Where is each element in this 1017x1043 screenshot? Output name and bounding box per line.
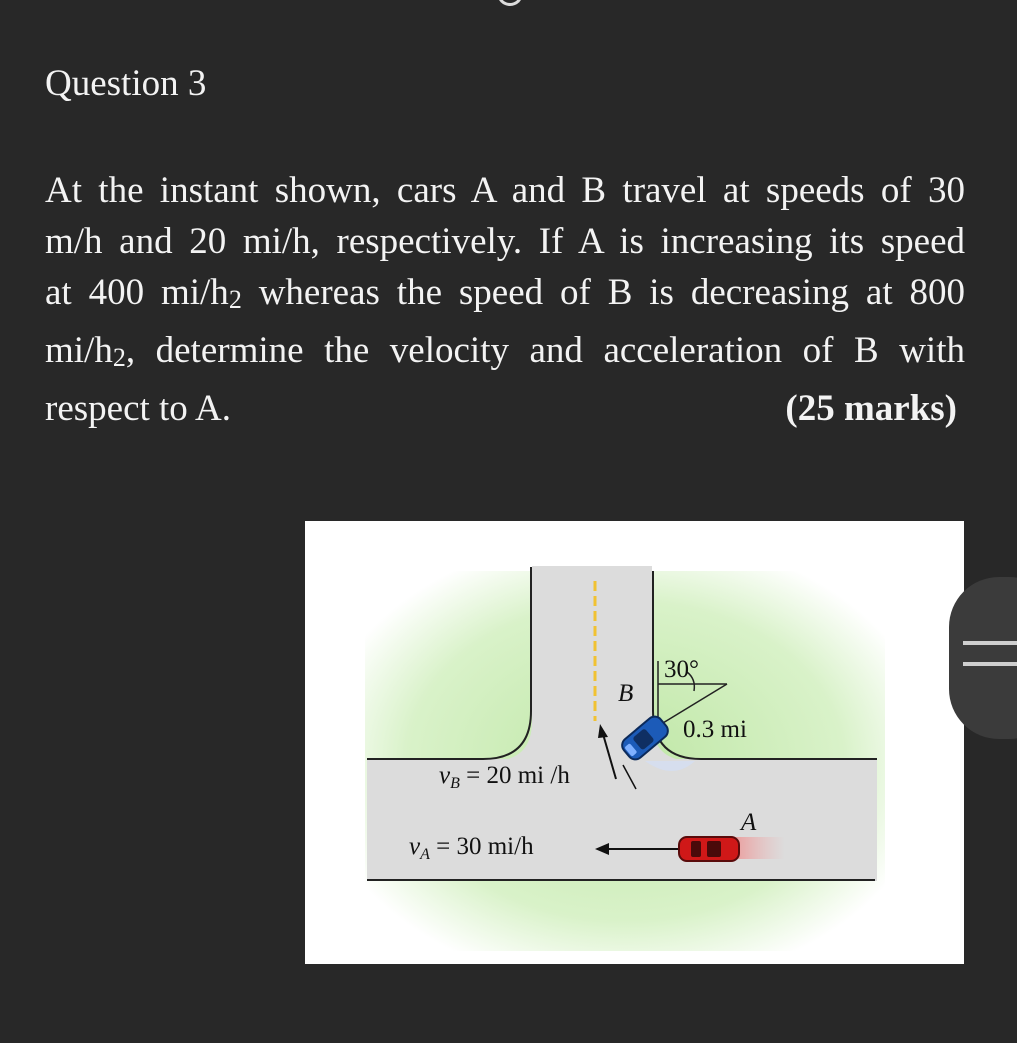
question-line-5 [45,383,957,434]
distance-label: 0.3 mi [683,716,747,743]
car-a [679,837,739,861]
squared-subscript: 2 [112,343,126,372]
question-line-4-start: mi/h [45,330,113,371]
question-line-1: At the instant shown, cars A and B travel at speeds of 30 [45,170,965,211]
side-panel-handle[interactable] [949,577,1017,739]
handle-grip-line [963,662,1017,666]
question-line-3 [45,267,965,325]
intersection-figure [305,521,964,964]
marks-label: (25 marks) [785,388,957,429]
velocity-b-symbol: v [439,762,451,789]
velocity-a-symbol: v [409,833,421,860]
question-line-4-end: , determine the velocity and acceleration of B with [125,330,965,371]
squared-subscript: 2 [228,285,242,314]
velocity-a-value: = 30 mi/h [429,833,534,860]
car-b-label: B [618,680,634,707]
velocity-b-subscript: B [450,775,460,792]
handle-grip-line [963,641,1017,645]
question-line-2: m/h and 20 mi/h, respectively. If A is increasing its speed [45,221,965,262]
angle-label: 30° [664,656,699,683]
question-line-5-text: respect to A. [45,388,231,429]
question-line-4 [45,325,965,383]
car-a-label: A [741,809,757,836]
cut-off-glyph [497,0,523,6]
question-title: Question 3 [45,63,207,104]
velocity-a-subscript: A [420,846,430,863]
question-line-3-end: whereas the speed of B is decreasing at 800 [241,272,965,313]
velocity-b-value: = 20 mi /h [459,762,570,789]
question-line-3-start: at 400 mi/h [45,272,229,313]
intersection-diagram [305,521,964,964]
question-text [45,165,965,434]
